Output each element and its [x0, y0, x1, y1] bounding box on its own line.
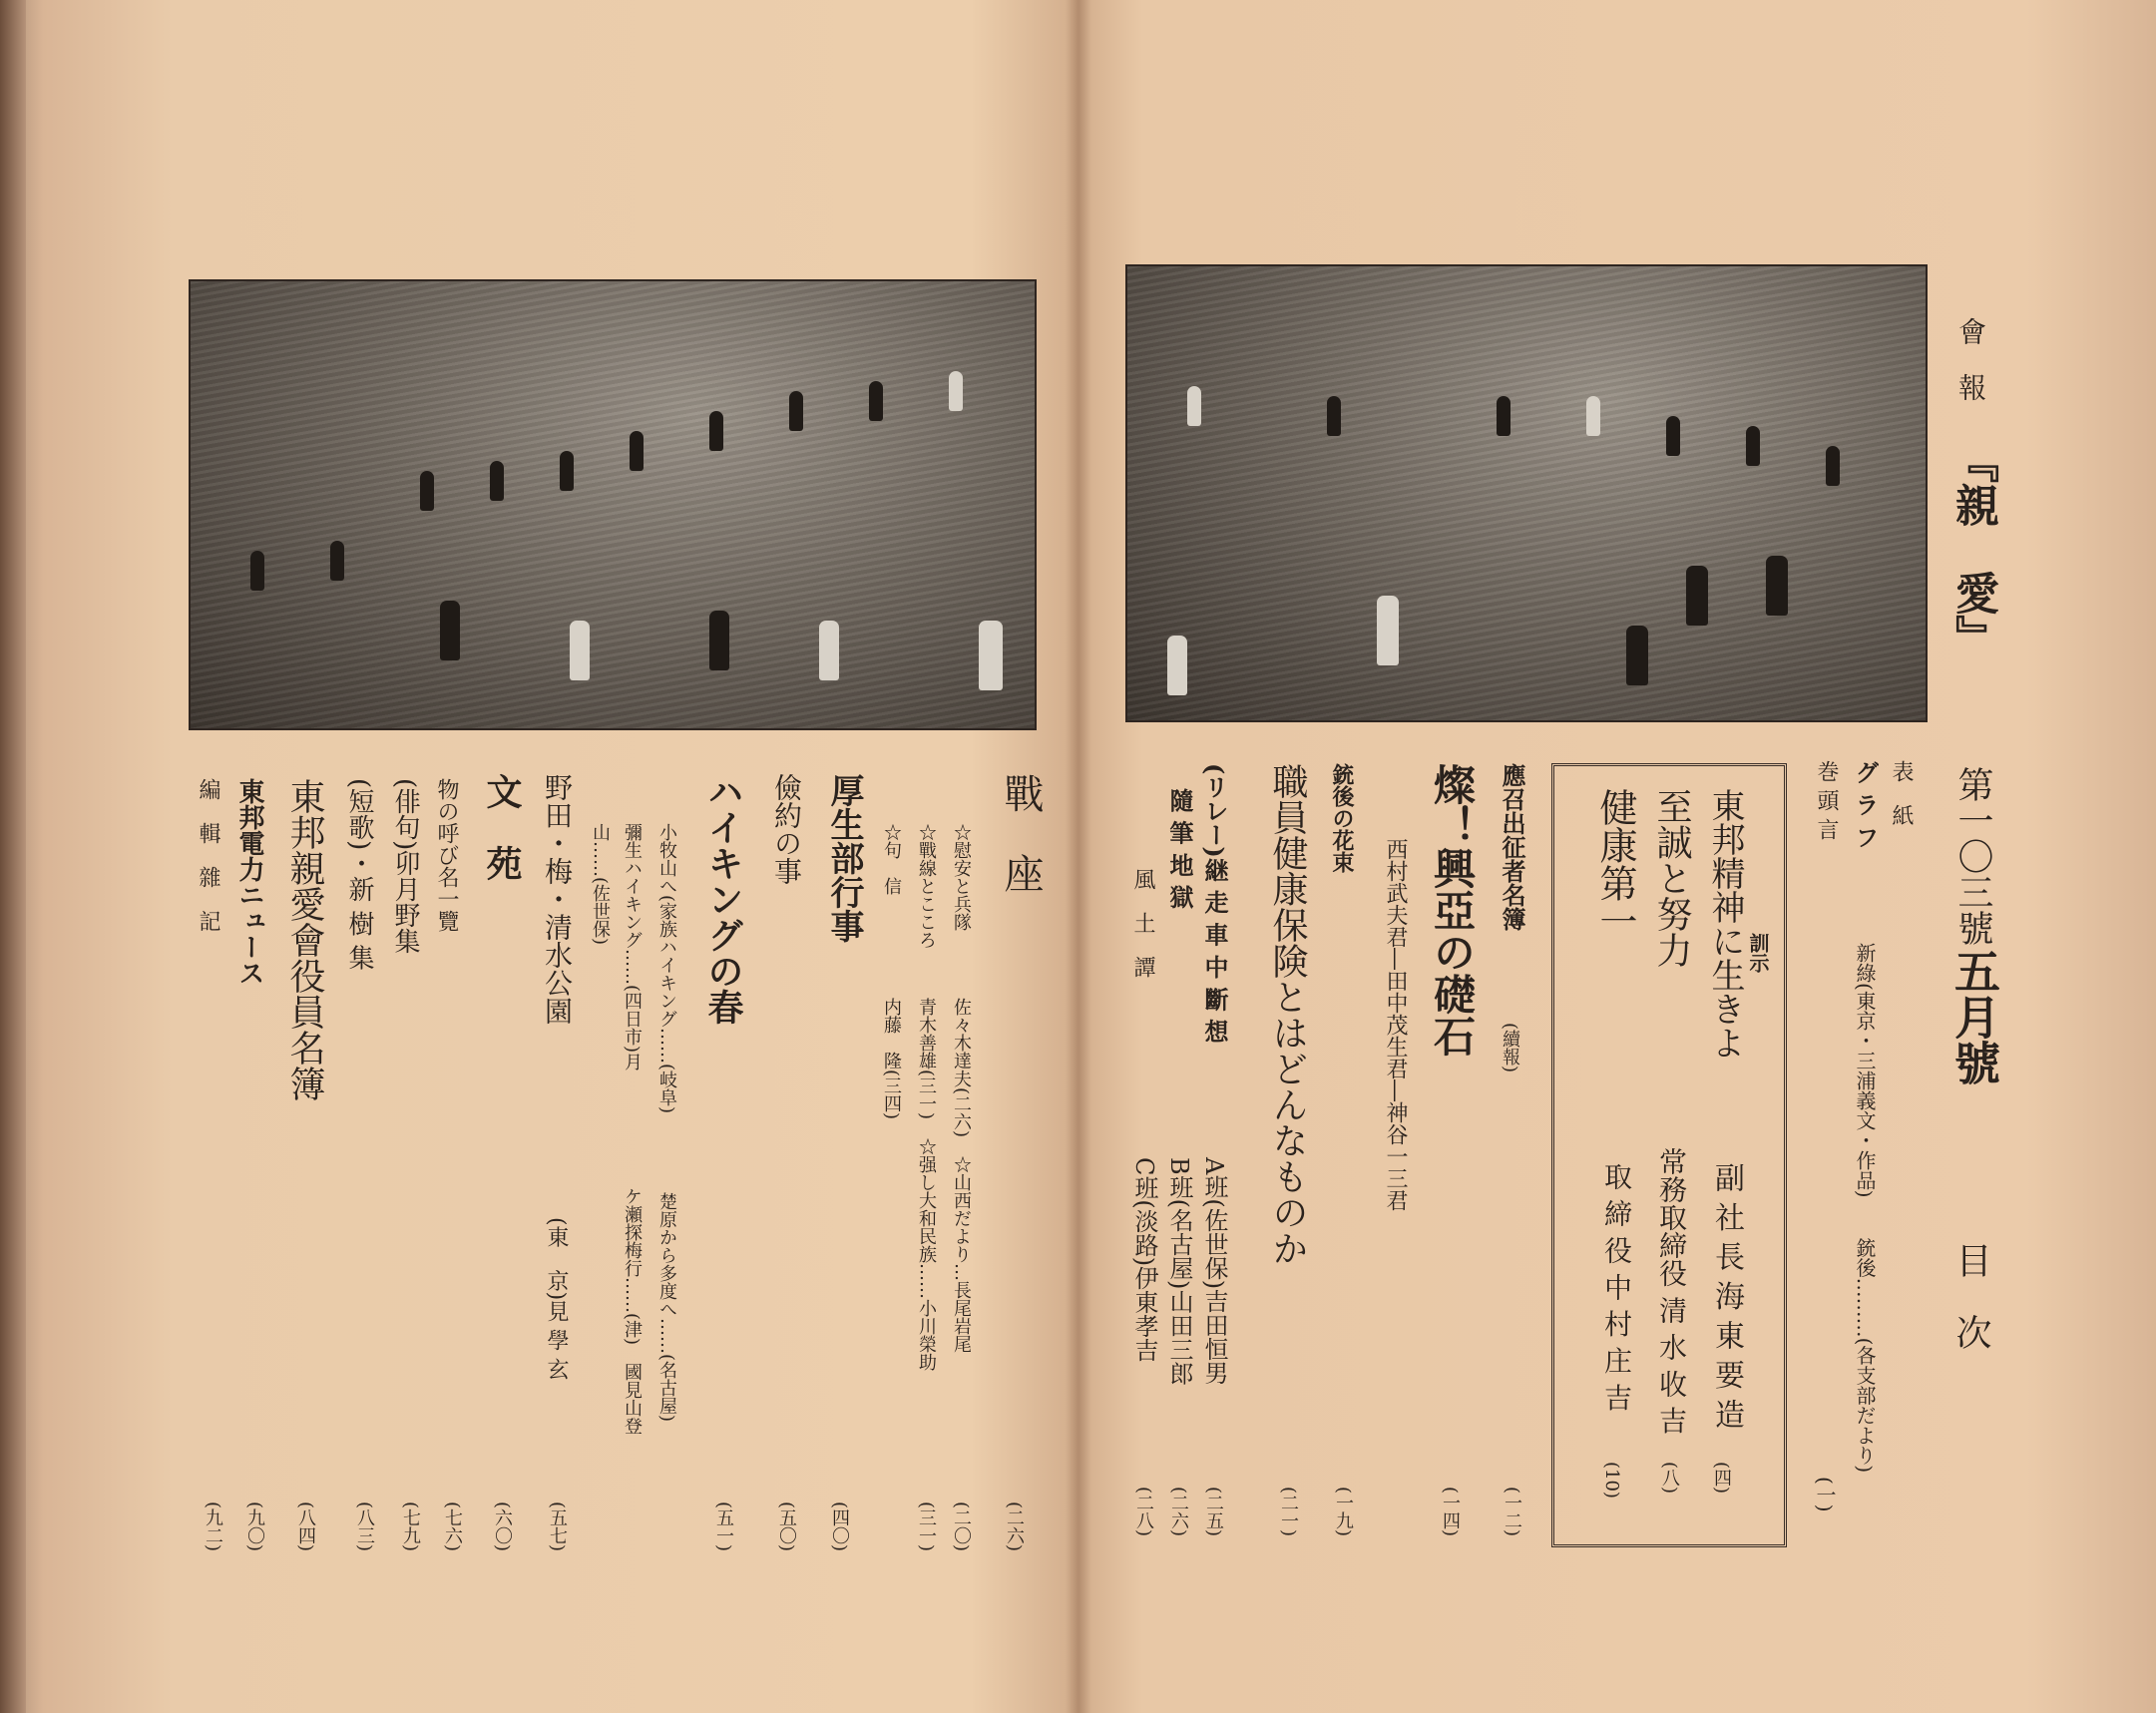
right-item-1-title: 應召出征者名簿: [1498, 763, 1526, 931]
toc-label: 目 次: [1950, 1242, 1991, 1350]
right-item-2-names: 西村武夫君―田中茂生君―神谷一三君: [1383, 838, 1408, 1211]
right-item-6-note: B班(名古屋)山田三郎: [1165, 1157, 1193, 1386]
left-item-7-page: (五一): [713, 1501, 734, 1552]
kunji-item-2-page: (八): [1659, 1462, 1680, 1495]
left-item-2-note: 佐々木達夫(二六) ☆山西だより…長尾岩尾: [951, 998, 972, 1354]
book-gutter: [1066, 0, 1091, 1713]
kunji-item-3-title: 健康第一: [1593, 788, 1637, 940]
left-item-11-note: (東 京)見 學 玄: [544, 1217, 569, 1381]
left-item-1-page: (二六): [1004, 1501, 1025, 1552]
left-item-5-page: (四〇): [829, 1501, 850, 1552]
left-item-17-page: (九〇): [244, 1501, 265, 1552]
right-item-4-title: 職員健康保険とはどんなものか: [1267, 763, 1308, 1266]
left-item-11-page: (五七): [547, 1501, 568, 1552]
page-edge: [0, 0, 26, 1713]
right-photo-calisthenics: [1125, 264, 1928, 722]
kunji-item-3-author: 取 締 役 中 村 庄 吉: [1600, 1162, 1633, 1412]
left-item-7-title: ハイキングの春: [702, 773, 744, 1025]
magazine-title: 『親 愛』: [1947, 439, 1998, 658]
left-item-1-title: 戰 座: [998, 773, 1044, 893]
right-item-7-note: C班(淡路)伊東孝吉: [1130, 1157, 1158, 1363]
left-item-12-page: (六〇): [492, 1501, 513, 1552]
left-item-15-page: (八三): [354, 1501, 375, 1552]
left-item-16-page: (八四): [295, 1501, 316, 1552]
right-item-5-title: (リレー)継 走 車 中 斷 想: [1200, 763, 1229, 1044]
right-item-2-page: (一四): [1440, 1487, 1461, 1537]
left-item-13-title: 物の呼び名一覽: [434, 778, 459, 932]
left-item-6-title: 儉約の事: [770, 773, 803, 885]
foreword-label: 巻 頭 言: [1814, 760, 1839, 840]
left-item-18-page: (九二): [203, 1501, 223, 1552]
left-item-4-note: 内藤 隆(三四): [881, 998, 902, 1120]
cover-label: 表 紙: [1889, 760, 1914, 826]
right-item-5-note: A班(佐世保)吉田恒男: [1200, 1157, 1228, 1386]
kunji-item-1-title: 東邦精神に生きよ: [1705, 788, 1745, 1060]
left-item-11-title: 野田・梅・清水公園: [541, 773, 574, 1025]
right-item-1-note: (續報): [1500, 1023, 1520, 1073]
right-item-3-title: 銃後の花束: [1329, 763, 1355, 873]
org-label: 會 報: [1954, 317, 1987, 401]
left-item-14-title: (俳句)卯月野集: [390, 778, 420, 955]
left-item-17-title: 東邦電力ニュース: [234, 778, 264, 986]
graph-label: グ ラ フ: [1851, 760, 1880, 849]
left-item-8-title: 小牧山へ(家族ハイキング……(岐阜): [656, 823, 677, 1114]
kunji-item-3-page: (10): [1601, 1462, 1622, 1499]
right-item-7-page: (二八): [1133, 1487, 1154, 1537]
left-item-3-page: (三一): [916, 1501, 937, 1552]
left-item-15-title: (短歌)・新 樹 集: [344, 778, 374, 971]
issue-number: 第一〇三號: [1952, 766, 1993, 946]
right-item-2-title: 燦！興亞の礎石: [1428, 763, 1477, 1057]
right-item-3-page: (一九): [1333, 1487, 1354, 1537]
left-item-2-title: ☆慰安と兵隊: [951, 823, 972, 931]
left-item-18-title: 編 輯 雜 記: [196, 778, 220, 932]
left-item-2-page: (二〇): [951, 1501, 972, 1552]
right-item-6-title: 隨 筆 地 獄: [1165, 788, 1194, 910]
left-item-9-note: ケ瀬探梅行……(津) 國見山登: [622, 1187, 643, 1436]
right-item-6-page: (二六): [1168, 1487, 1189, 1537]
left-item-5-title: 厚生部行事: [824, 773, 864, 943]
issue-month: 五月號: [1947, 948, 2001, 1085]
left-item-16-title: 東邦親愛會役員名簿: [284, 778, 325, 1101]
kunji-label: 訓示: [1746, 933, 1770, 973]
kunji-item-2-title: 至誠と努力: [1651, 788, 1692, 968]
kunji-item-1-page: (四): [1711, 1462, 1732, 1495]
left-photo-calisthenics: [189, 279, 1037, 730]
left-item-8-note: 楚原から多度へ……(名古屋): [656, 1192, 677, 1423]
right-item-4-page: (二一): [1278, 1487, 1299, 1537]
kunji-item-1-author: 副 社 長 海 東 要 造: [1709, 1162, 1744, 1430]
left-item-10-title: 山……(佐世保): [590, 823, 611, 946]
kunji-item-2-author: 常務取締役 清 水 收 吉: [1655, 1147, 1688, 1435]
left-item-4-title: ☆句 信: [881, 823, 902, 895]
left-item-6-page: (五〇): [776, 1501, 797, 1552]
graph-text: 新綠(東京・三浦義文・作品) 銃後………(各支部だより): [1853, 943, 1877, 1474]
left-item-14-page: (七九): [400, 1501, 421, 1552]
left-item-9-title: 彌生ハイキング……(四日市)月: [622, 823, 643, 1071]
left-item-3-note: 青木善雄(三一) ☆强し大和民族……小川榮助: [916, 998, 937, 1372]
left-item-3-title: ☆戰線とこころ: [916, 823, 937, 949]
right-item-1-page: (一二): [1502, 1487, 1522, 1537]
right-item-5-page: (二五): [1203, 1487, 1224, 1537]
left-item-12-title: 文 苑: [481, 773, 523, 881]
right-item-7-title: 風 土 譚: [1130, 868, 1155, 978]
foreword-page: (一): [1813, 1477, 1837, 1512]
left-item-13-page: (七六): [442, 1501, 463, 1552]
